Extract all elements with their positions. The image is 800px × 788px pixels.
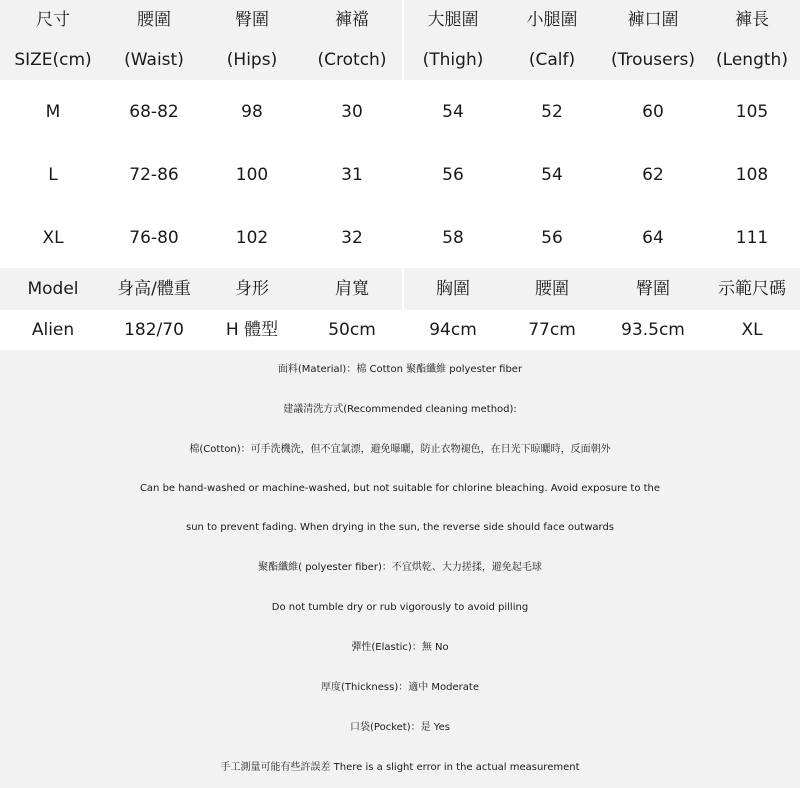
- header-waist: 腰圍: [535, 279, 569, 299]
- material-note: 面料(Material)：棉 Cotton 聚酯纖維 polyester fiber: [277, 364, 523, 375]
- size-label: L: [48, 165, 58, 185]
- length-value: 111: [735, 228, 769, 248]
- header-size-en: SIZE(cm): [14, 50, 92, 70]
- header-model: Model: [27, 279, 79, 299]
- crotch-value: 32: [341, 228, 363, 248]
- trousers-value: 64: [642, 228, 664, 248]
- model-hips: 93.5cm: [621, 320, 685, 340]
- header-size-zh: 尺寸: [36, 10, 70, 30]
- header-shoulder: 肩寬: [335, 279, 369, 299]
- waist-value: 72-86: [129, 165, 179, 185]
- cleaning-method-title: 建議清洗方式(Recommended cleaning method):: [283, 404, 517, 415]
- cotton-care-zh: 棉(Cotton)：可手洗機洗，但不宜氯漂，避免曝曬，防止衣物褪色，在日光下晾曬時，反面朝外: [189, 444, 611, 455]
- length-value: 105: [735, 102, 769, 122]
- header-calf-en: (Calf): [528, 50, 576, 70]
- header-crotch-en: (Crotch): [317, 50, 387, 70]
- size-table-header-en: [0, 40, 800, 80]
- header-hips: 臀圍: [636, 279, 670, 299]
- size-row-l: [0, 155, 800, 195]
- model-chest: 94cm: [429, 320, 477, 340]
- header-trousers-en: (Trousers): [610, 50, 696, 70]
- hips-value: 102: [235, 228, 269, 248]
- trousers-value: 62: [642, 165, 664, 185]
- calf-value: 52: [541, 102, 563, 122]
- model-shoulder: 50cm: [328, 320, 376, 340]
- thigh-value: 58: [442, 228, 464, 248]
- header-chest: 胸圍: [436, 279, 470, 299]
- header-thigh-zh: 大腿圍: [427, 10, 479, 30]
- size-label: XL: [42, 228, 64, 248]
- model-height-weight: 182/70: [124, 320, 184, 340]
- cotton-care-en-line2: sun to prevent fading. When drying in the sun, the reverse side should face outwards: [185, 522, 615, 533]
- header-body-shape: 身形: [235, 279, 269, 299]
- thigh-value: 54: [442, 102, 464, 122]
- model-demo-size: XL: [741, 320, 763, 340]
- header-calf-zh: 小腿圍: [526, 10, 578, 30]
- size-row-m: [0, 92, 800, 132]
- header-waist-en: (Waist): [124, 50, 184, 70]
- header-crotch-zh: 褲襠: [335, 10, 369, 30]
- header-hips-zh: 臀圍: [235, 10, 269, 30]
- header-hips-en: (Hips): [226, 50, 278, 70]
- thigh-value: 56: [442, 165, 464, 185]
- crotch-value: 31: [341, 165, 363, 185]
- size-label: M: [45, 102, 61, 122]
- cotton-care-en-line1: Can be hand-washed or machine-washed, but not suitable for chlorine bleaching. Avoid exposure to the: [139, 483, 661, 494]
- calf-value: 54: [541, 165, 563, 185]
- waist-value: 76-80: [129, 228, 179, 248]
- thickness-note: 厚度(Thickness)：適中 Moderate: [321, 682, 479, 693]
- polyester-care-en: Do not tumble dry or rub vigorously to avoid pilling: [271, 602, 529, 613]
- trousers-value: 60: [642, 102, 664, 122]
- waist-value: 68-82: [129, 102, 179, 122]
- header-thigh-en: (Thigh): [422, 50, 484, 70]
- header-trousers-zh: 褲口圍: [627, 10, 679, 30]
- header-waist-zh: 腰圍: [137, 10, 171, 30]
- header-length-zh: 褲長: [735, 10, 769, 30]
- model-table-header: [0, 269, 800, 309]
- elastic-note: 彈性(Elastic)：無 No: [351, 642, 449, 653]
- size-table-header-zh: [0, 0, 800, 40]
- model-name: Alien: [31, 320, 75, 340]
- header-demo-size: 示範尺碼: [718, 279, 786, 299]
- hips-value: 98: [241, 102, 263, 122]
- model-waist: 77cm: [528, 320, 576, 340]
- header-height-weight: 身高/體重: [117, 279, 191, 299]
- pocket-note: 口袋(Pocket)：是 Yes: [350, 722, 450, 733]
- header-length-en: (Length): [716, 50, 788, 70]
- hips-value: 100: [235, 165, 269, 185]
- size-row-xl: [0, 218, 800, 258]
- model-row: [0, 310, 800, 350]
- length-value: 108: [735, 165, 769, 185]
- crotch-value: 30: [341, 102, 363, 122]
- polyester-care-zh: 聚酯纖維( polyester fiber)：不宜烘乾、大力搓揉，避免起毛球: [258, 562, 542, 573]
- measurement-error-note: 手工測量可能有些許誤差 There is a slight error in the actual measurement: [220, 762, 580, 773]
- calf-value: 56: [541, 228, 563, 248]
- model-body-shape: H 體型: [225, 320, 279, 340]
